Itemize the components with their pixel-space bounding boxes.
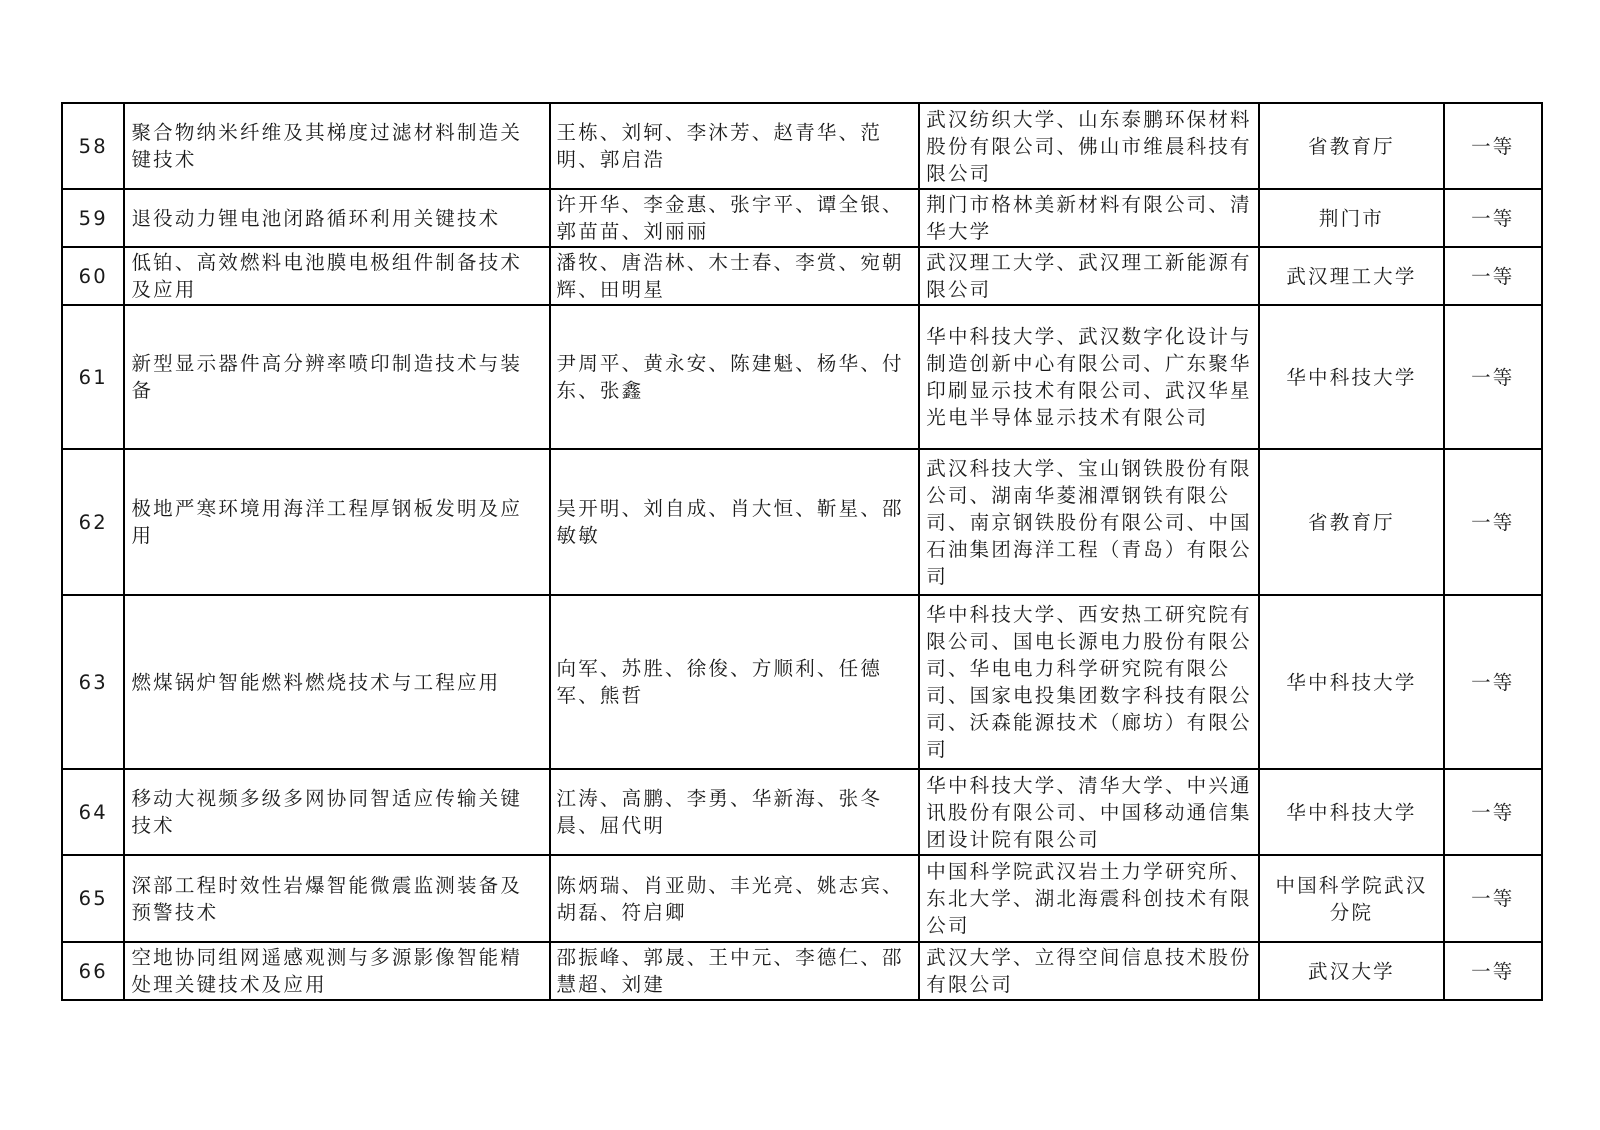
team-members: 尹周平、黄永安、陈建魁、杨华、付东、张鑫: [550, 305, 920, 449]
participating-units: 中国科学院武汉岩土力学研究所、东北大学、湖北海震科创技术有限公司: [919, 855, 1259, 942]
participating-units: 华中科技大学、西安热工研究院有限公司、国电长源电力股份有限公司、华电电力科学研究院有限公司、国家电投集团数字科技有限公司、沃森能源技术（廊坊）有限公司: [919, 595, 1259, 769]
table-row: [62, 247, 1542, 305]
project-name: 聚合物纳米纤维及其梯度过滤材料制造关键技术: [124, 103, 549, 189]
participating-units: 武汉理工大学、武汉理工新能源有限公司: [919, 247, 1259, 305]
awards-table: [61, 102, 1543, 1001]
award-level: 一等: [1444, 103, 1542, 189]
nominating-unit: 省教育厅: [1259, 103, 1443, 189]
team-members: 吴开明、刘自成、肖大恒、靳星、邵敏敏: [550, 449, 920, 595]
row-number: 64: [62, 769, 124, 855]
award-level: 一等: [1444, 247, 1542, 305]
table-row: [62, 855, 1542, 942]
project-name: 低铂、高效燃料电池膜电极组件制备技术及应用: [124, 247, 549, 305]
participating-units: 武汉科技大学、宝山钢铁股份有限公司、湖南华菱湘潭钢铁有限公司、南京钢铁股份有限公司、中国石油集团海洋工程（青岛）有限公司: [919, 449, 1259, 595]
team-members: 向军、苏胜、徐俊、方顺利、任德军、熊哲: [550, 595, 920, 769]
row-number: 65: [62, 855, 124, 942]
team-members: 潘牧、唐浩林、木士春、李赏、宛朝辉、田明星: [550, 247, 920, 305]
table-row: [62, 595, 1542, 769]
participating-units: 武汉大学、立得空间信息技术股份有限公司: [919, 942, 1259, 1000]
participating-units: 武汉纺织大学、山东泰鹏环保材料股份有限公司、佛山市维晨科技有限公司: [919, 103, 1259, 189]
award-level: 一等: [1444, 595, 1542, 769]
nominating-unit: 华中科技大学: [1259, 305, 1443, 449]
table-row: [62, 189, 1542, 247]
nominating-unit: 中国科学院武汉分院: [1259, 855, 1443, 942]
award-level: 一等: [1444, 189, 1542, 247]
nominating-unit: 荆门市: [1259, 189, 1443, 247]
row-number: 61: [62, 305, 124, 449]
team-members: 江涛、高鹏、李勇、华新海、张冬晨、屈代明: [550, 769, 920, 855]
participating-units: 荆门市格林美新材料有限公司、清华大学: [919, 189, 1259, 247]
project-name: 深部工程时效性岩爆智能微震监测装备及预警技术: [124, 855, 549, 942]
participating-units: 华中科技大学、武汉数字化设计与制造创新中心有限公司、广东聚华印刷显示技术有限公司、武汉华星光电半导体显示技术有限公司: [919, 305, 1259, 449]
team-members: 陈炳瑞、肖亚勋、丰光亮、姚志宾、胡磊、符启卿: [550, 855, 920, 942]
row-number: 60: [62, 247, 124, 305]
team-members: 王栋、刘轲、李沐芳、赵青华、范明、郭启浩: [550, 103, 920, 189]
project-name: 移动大视频多级多网协同智适应传输关键技术: [124, 769, 549, 855]
award-level: 一等: [1444, 305, 1542, 449]
nominating-unit: 省教育厅: [1259, 449, 1443, 595]
project-name: 空地协同组网遥感观测与多源影像智能精处理关键技术及应用: [124, 942, 549, 1000]
participating-units: 华中科技大学、清华大学、中兴通讯股份有限公司、中国移动通信集团设计院有限公司: [919, 769, 1259, 855]
team-members: 邵振峰、郭晟、王中元、李德仁、邵慧超、刘建: [550, 942, 920, 1000]
row-number: 63: [62, 595, 124, 769]
nominating-unit: 华中科技大学: [1259, 595, 1443, 769]
award-level: 一等: [1444, 449, 1542, 595]
table-row: [62, 942, 1542, 1000]
table-row: [62, 769, 1542, 855]
team-members: 许开华、李金惠、张宇平、谭全银、郭苗苗、刘丽丽: [550, 189, 920, 247]
nominating-unit: 武汉大学: [1259, 942, 1443, 1000]
project-name: 退役动力锂电池闭路循环利用关键技术: [124, 189, 549, 247]
nominating-unit: 武汉理工大学: [1259, 247, 1443, 305]
project-name: 燃煤锅炉智能燃料燃烧技术与工程应用: [124, 595, 549, 769]
row-number: 66: [62, 942, 124, 1000]
row-number: 58: [62, 103, 124, 189]
row-number: 59: [62, 189, 124, 247]
project-name: 极地严寒环境用海洋工程厚钢板发明及应用: [124, 449, 549, 595]
award-level: 一等: [1444, 855, 1542, 942]
project-name: 新型显示器件高分辨率喷印制造技术与装备: [124, 305, 549, 449]
table-row: [62, 305, 1542, 449]
award-level: 一等: [1444, 942, 1542, 1000]
award-level: 一等: [1444, 769, 1542, 855]
table-row: [62, 449, 1542, 595]
row-number: 62: [62, 449, 124, 595]
table-row: [62, 103, 1542, 189]
nominating-unit: 华中科技大学: [1259, 769, 1443, 855]
